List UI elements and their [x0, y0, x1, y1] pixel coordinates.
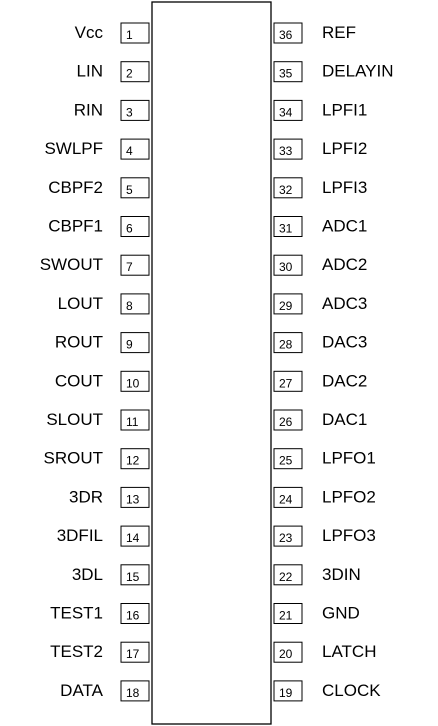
pin-number: 10	[126, 376, 140, 391]
pin-name: RIN	[73, 100, 103, 120]
pin-name: REF	[322, 23, 356, 42]
pin-7	[40, 255, 149, 275]
pin-name: LPFI2	[322, 139, 368, 159]
pin-number: 2	[126, 66, 133, 81]
pin-number: 16	[126, 608, 140, 623]
pin-number: 8	[126, 298, 133, 313]
pin-name: SWOUT	[39, 255, 103, 275]
pin-name: DAC1	[322, 410, 368, 429]
pin-name: LIN	[76, 61, 103, 81]
pin-number: 22	[279, 569, 293, 584]
pin-name: 3DR	[68, 487, 103, 507]
pin-31	[274, 217, 367, 237]
pin-name: COUT	[54, 371, 103, 391]
pin-number: 32	[279, 182, 293, 197]
pin-name: 3DIN	[322, 564, 361, 584]
pin-30	[274, 255, 367, 275]
pin-32	[274, 178, 367, 198]
pin-name: LPFO1	[322, 448, 376, 468]
pin-name: DAC2	[322, 371, 368, 391]
pin-name: CLOCK	[322, 680, 381, 700]
pin-number: 14	[126, 531, 140, 546]
pin-number: 21	[279, 608, 293, 623]
pin-number: 24	[279, 492, 293, 507]
pin-number: 35	[279, 66, 293, 81]
pin-number: 9	[126, 337, 133, 352]
pin-11	[46, 410, 149, 430]
pin-name: GND	[322, 603, 360, 623]
pin-name: ADC2	[322, 255, 368, 275]
pin-29	[274, 294, 367, 314]
pin-number: 27	[279, 376, 293, 391]
pin-number: 36	[279, 28, 293, 42]
pin-3	[74, 100, 149, 120]
pin-18	[60, 681, 149, 701]
pin-number: 28	[279, 337, 293, 352]
pin-27	[274, 371, 367, 391]
left-pin-column	[40, 23, 149, 701]
pin-15	[72, 565, 149, 585]
pin-name: TEST2	[50, 642, 103, 662]
pin-name: CBPF1	[48, 216, 103, 236]
pin-4	[44, 139, 149, 159]
pin-number: 23	[279, 531, 293, 546]
pin-21	[274, 604, 360, 624]
pin-9	[55, 333, 149, 353]
pin-name: TEST1	[50, 603, 103, 623]
pin-number: 34	[279, 105, 293, 120]
pin-23	[274, 526, 376, 546]
pin-name: LPFI3	[322, 177, 368, 197]
pin-name: 3DFIL	[56, 526, 103, 546]
pin-25	[274, 449, 376, 469]
pin-number: 1	[126, 28, 133, 42]
pin-number: 11	[126, 415, 139, 429]
pin-number: 25	[279, 453, 293, 468]
right-pin-column	[274, 23, 394, 701]
pin-1	[75, 23, 149, 43]
pin-5	[48, 178, 149, 198]
pin-name: DAC3	[322, 332, 368, 352]
pin-19	[274, 681, 381, 701]
pin-10	[55, 371, 149, 391]
pin-number: 15	[126, 569, 140, 584]
pin-name: SLOUT	[46, 410, 103, 429]
pin-17	[50, 642, 149, 662]
pin-name: 3DL	[71, 564, 103, 584]
pin-name: LPFI1	[322, 100, 368, 120]
pin-name: ADC3	[322, 293, 368, 313]
pin-name: ROUT	[54, 332, 103, 352]
pin-13	[69, 487, 149, 507]
pin-26	[274, 410, 367, 430]
pin-number: 31	[279, 221, 293, 236]
pin-name: SWLPF	[44, 139, 103, 159]
pin-6	[48, 217, 149, 237]
pin-name: DATA	[60, 680, 103, 700]
pin-number: 6	[126, 221, 133, 236]
pin-number: 3	[126, 105, 133, 120]
pin-number: 20	[279, 647, 293, 662]
pin-name: ADC1	[322, 216, 368, 236]
pin-name: SROUT	[43, 448, 103, 468]
pin-16	[50, 604, 149, 624]
pin-24	[274, 487, 376, 507]
pin-name: LPFO3	[322, 526, 376, 546]
pin-number: 19	[279, 685, 293, 700]
pin-name: LPFO2	[322, 487, 376, 507]
pin-number: 18	[126, 685, 140, 700]
pin-28	[274, 333, 367, 353]
pin-35	[274, 62, 394, 82]
pin-name: LATCH	[322, 642, 377, 662]
pin-name: Vcc	[74, 23, 103, 42]
pin-number: 17	[126, 647, 140, 662]
pin-33	[274, 139, 367, 159]
pin-12	[44, 449, 150, 469]
pin-number: 4	[126, 144, 133, 159]
pin-34	[274, 100, 367, 120]
pin-36	[274, 23, 356, 43]
chip-body	[152, 2, 271, 724]
pin-8	[58, 294, 149, 314]
pin-number: 13	[126, 492, 140, 507]
pin-name: DELAYIN	[322, 61, 394, 81]
pin-number: 7	[126, 260, 133, 275]
pin-number: 29	[279, 298, 293, 313]
pin-name: CBPF2	[48, 177, 103, 197]
pin-20	[274, 642, 376, 662]
pin-number: 30	[279, 260, 293, 275]
pin-name: LOUT	[57, 293, 103, 313]
pin-14	[57, 526, 149, 546]
pin-number: 5	[126, 182, 133, 197]
pin-number: 26	[279, 415, 293, 429]
pin-number: 33	[279, 144, 293, 159]
pin-number: 12	[126, 453, 140, 468]
pin-22	[274, 565, 361, 585]
pin-2	[77, 62, 149, 82]
